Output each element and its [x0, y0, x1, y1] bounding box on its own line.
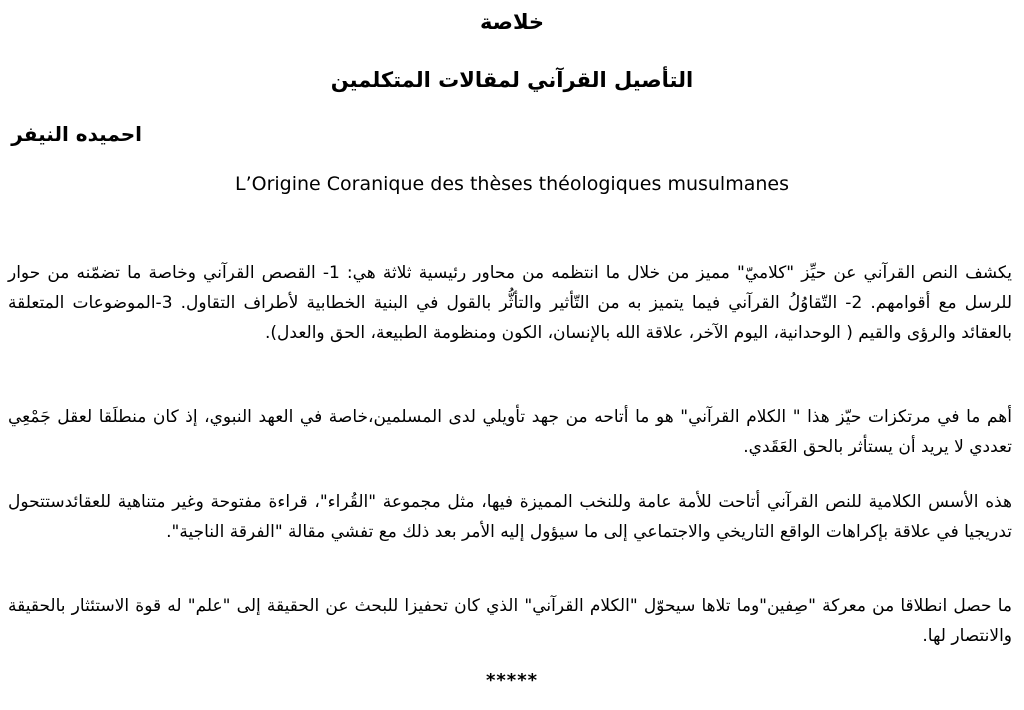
end-separator: ***** [485, 670, 539, 691]
paragraph-3: هذه الأسس الكلامية للنص القرآني أتاحت للأمة عامة وللنخب المميزة فيها، مثل مجموعة "القُراء"، قراءة مفتوحة وغير متناهية للعقائدستتحول تدريجيا في علاقة بإكراهات الواقع التاريخي والاجتماعي إلى ما سيؤول إليه الأمر بعد ذلك مع تفشي مقالة "الفرقة الناجية". [8, 492, 1012, 542]
summary-heading: خلاصة [479, 10, 545, 34]
paragraph-4: ما حصل انطلاقا من معركة "صِفين"وما تلاها سيحوّل "الكلام القرآني" الذي كان تحفيزا للبحث عن الحقيقة إلى "علم" له قوة الاستئثار بالحقيقة والانتصار لها. [8, 596, 1012, 646]
french-title: L’Origine Coranique des thèses théologiques musulmanes [234, 173, 789, 195]
paragraph-1: يكشف النص القرآني عن حيِّز "كلاميّ" مميز من خلال ما انتظمه من محاور رئيسية ثلاثة هي: 1- القصص القرآني وخاصة ما تضمّنه من حوار للرسل مع أقوامهم. 2- التّقاوُلُ القرآني فيما يتميز به من التّأثير والتأثُّر بالقول في البنية الخطابية لأطراف التقاول. 3-الموضوعات المتعلقة بالعقائد والرؤى والقيم ( الوحدانية، اليوم الآخر، علاقة الله بالإنسان، الكون ومنظومة الطبيعة، الحق والعدل). [8, 263, 1013, 343]
article-title: التأصيل القرآني لمقالات المتكلمين [330, 68, 694, 92]
author-name: احميده النيفر [11, 122, 142, 146]
paragraph-2: أهم ما في مرتكزات حيّز هذا " الكلام القرآني" هو ما أتاحه من جهد تأويلي لدى المسلمين،خاصة في العهد النبوي، إذ كان منطلَقا لعقل جَمْعِي تعددي لا يريد أن يستأثر بالحق العَقَدي. [8, 407, 1012, 457]
